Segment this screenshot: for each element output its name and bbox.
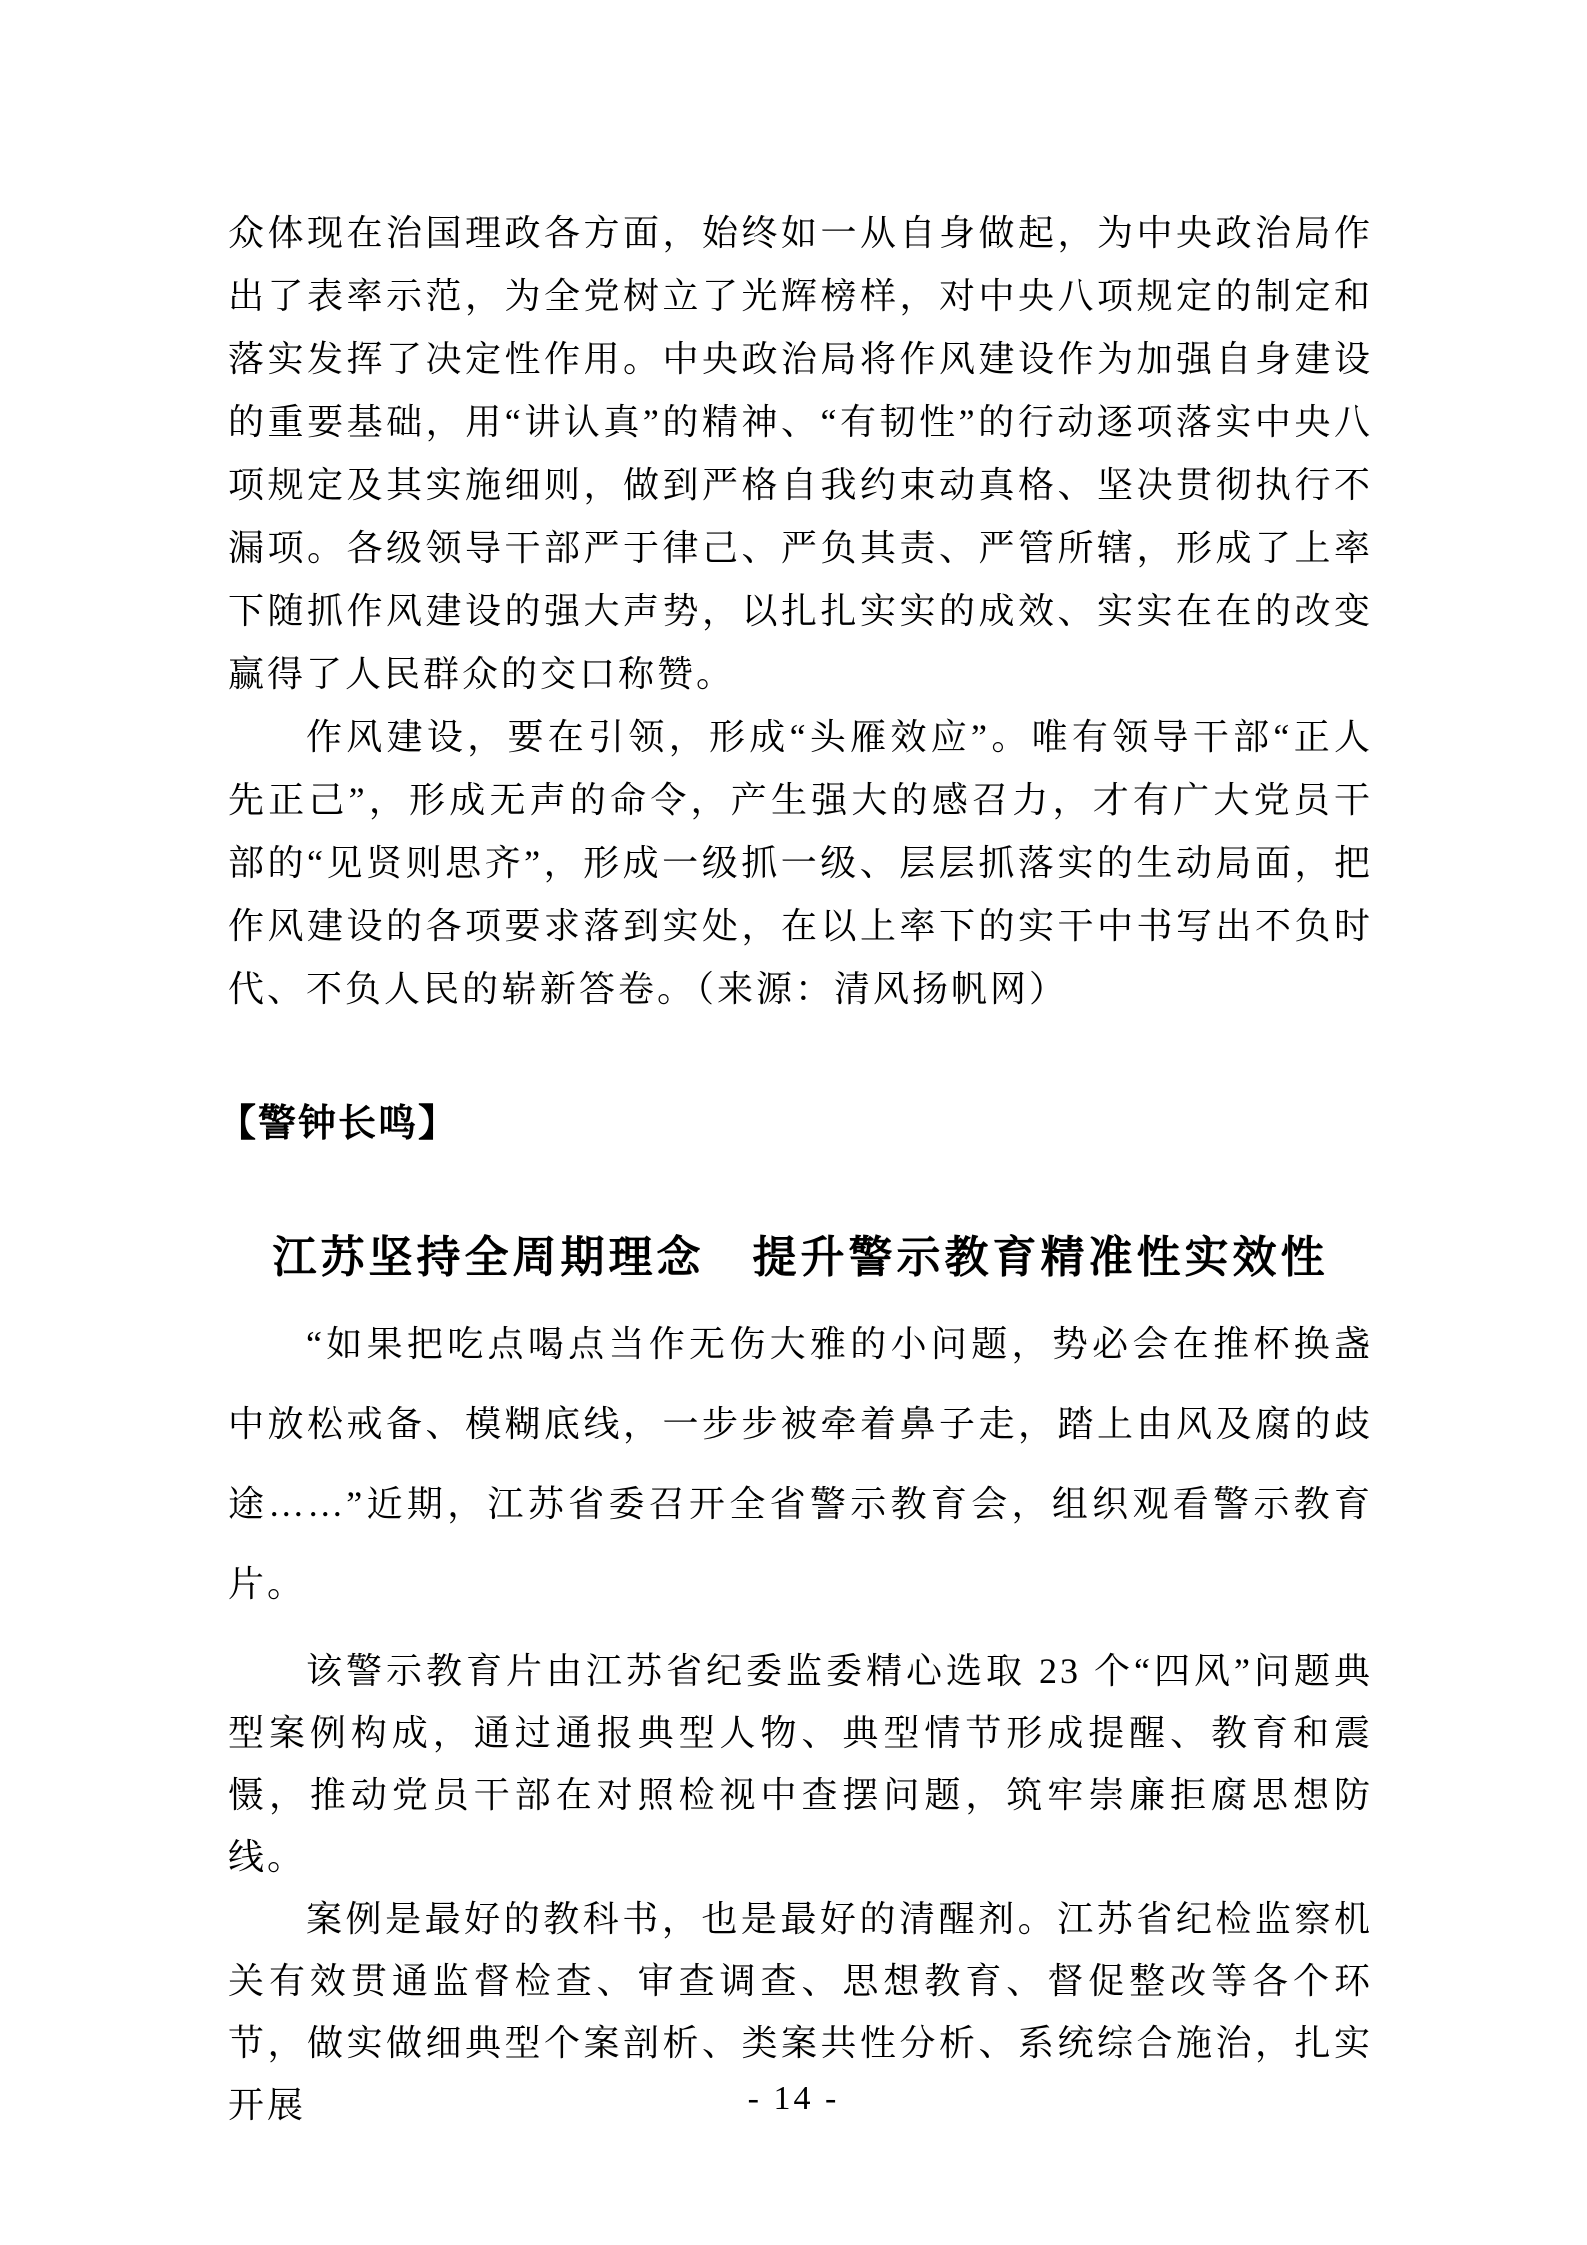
paragraph-zuofeng-jianshe: 作风建设，要在引领，形成“头雁效应”。唯有领导干部“正人先正己”，形成无声的命令，产生强大的感召力，才有广大党员干部的“见贤则思齐”，形成一级抓一级、层层抓落实的生动局面，把作风建设的各项要求落到实处，在以上率下的实干中书写出不负时代、不负人民的崭新答卷。（来源：清风扬帆网） bbox=[228, 717, 1373, 1009]
section-header-jingzhong-changming: 【警钟长鸣】 bbox=[218, 1103, 459, 1145]
paragraph-education-film: 该警示教育片由江苏省纪委监委精心选取 23 个“四风”问题典型案例构成，通过通报典型人物、典型情节形成提醒、教育和震慑，推动党员干部在对照检视中查摆问题，筑牢崇廉拒腐思想防线。 bbox=[228, 1651, 1373, 1877]
page-number: - 14 - bbox=[747, 2080, 840, 2117]
paragraph-quote-intro: “如果把吃点喝点当作无伤大雅的小问题，势必会在推杯换盏中放松戒备、模糊底线，一步步被牵着鼻子走，踏上由风及腐的歧途……”近期，江苏省委召开全省警示教育会，组织观看警示教育片。 bbox=[228, 1324, 1373, 1604]
paragraph-continuation: 众体现在治国理政各方面，始终如一从自身做起，为中央政治局作出了表率示范，为全党树立了光辉榜样，对中央八项规定的制定和落实发挥了决定性作用。中央政治局将作风建设作为加强自身建设的重要基础，用“讲认真”的精神、“有韧性”的行动逐项落实中央八项规定及其实施细则，做到严格自我约束动真格、坚决贯彻执行不漏项。各级领导干部严于律己、严负其责、严管所辖，形成了上率下随抓作风建设的强大声势，以扎扎实实的成效、实实在在的改变赢得了人民群众的交口称赞。 bbox=[228, 213, 1373, 694]
article-title: 江苏坚持全周期理念 提升警示教育精准性实效性 bbox=[272, 1233, 1329, 1282]
paragraph-case-textbook: 案例是最好的教科书，也是最好的清醒剂。江苏省纪检监察机关有效贯通监督检查、审查调查、思想教育、督促整改等各个环节，做实做细典型个案剖析、类案共性分析、系统综合施治，扎实开展 bbox=[228, 1899, 1373, 2125]
